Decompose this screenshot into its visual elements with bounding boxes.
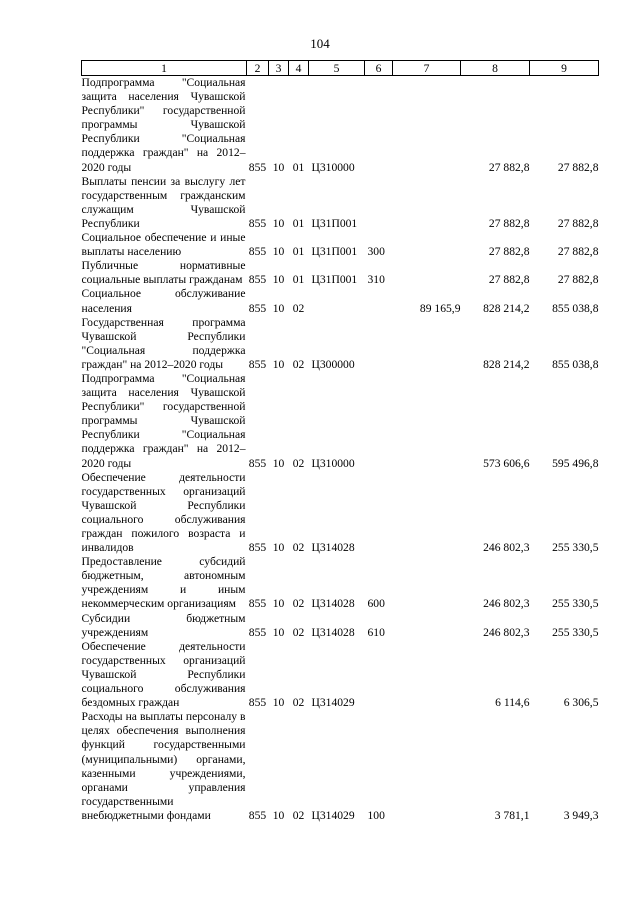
section-code: 10 bbox=[272, 456, 285, 470]
item-name: Государственная программа Чувашской Республики "Социальная поддержка граждан" на 2012–2020 годы bbox=[81, 315, 246, 371]
ministry-code: 855 bbox=[248, 808, 267, 822]
subsection-code: 02 bbox=[292, 696, 305, 710]
table-row bbox=[82, 471, 599, 556]
amount-change bbox=[393, 555, 461, 611]
amount-change bbox=[393, 612, 461, 640]
target-article-code: Ц310000 bbox=[311, 160, 355, 174]
table-row bbox=[82, 316, 599, 372]
expense-type-code bbox=[365, 471, 393, 556]
subsection-code: 02 bbox=[292, 456, 305, 470]
target-article-code: Ц31П001 bbox=[311, 216, 358, 230]
section-code: 10 bbox=[272, 301, 285, 315]
column-header: 6 bbox=[365, 61, 393, 76]
amount-year-1: 828 214,2 bbox=[483, 357, 530, 371]
subsection-code: 02 bbox=[292, 625, 305, 639]
table-row bbox=[82, 231, 599, 259]
amount-change bbox=[393, 76, 461, 175]
target-article-code: Ц314028 bbox=[311, 541, 355, 555]
column-header: 5 bbox=[309, 61, 365, 76]
amount-change bbox=[393, 231, 461, 259]
section-code: 10 bbox=[272, 245, 285, 259]
amount-year-2: 27 882,8 bbox=[557, 245, 599, 259]
table-row bbox=[82, 287, 599, 315]
amount-change bbox=[393, 372, 461, 471]
amount-year-1: 27 882,8 bbox=[488, 160, 530, 174]
amount-year-1: 27 882,8 bbox=[488, 273, 530, 287]
ministry-code: 855 bbox=[248, 357, 267, 371]
section-code: 10 bbox=[272, 541, 285, 555]
ministry-code: 855 bbox=[248, 625, 267, 639]
amount-year-1: 6 114,6 bbox=[495, 696, 530, 710]
item-name: Обеспечение деятельности государственных организаций Чувашской Республики социального обслуживания бездомных граждан bbox=[81, 639, 246, 710]
table-row bbox=[82, 175, 599, 231]
table-header bbox=[82, 61, 599, 76]
expense-type-code: 600 bbox=[367, 597, 385, 611]
subsection-code: 01 bbox=[292, 273, 305, 287]
ministry-code: 855 bbox=[248, 216, 267, 230]
item-name: Выплаты пенсии за выслугу лет государственным гражданским служащим Чувашской Республики bbox=[81, 174, 246, 230]
section-code: 10 bbox=[272, 357, 285, 371]
column-header: 8 bbox=[461, 61, 530, 76]
amount-year-2: 255 330,5 bbox=[552, 597, 599, 611]
item-name: Субсидии бюджетным учреждениям bbox=[81, 611, 246, 639]
item-name: Обеспечение деятельности государственных организаций Чувашской Республики социального обслуживания граждан пожилого возраста и инвалидов bbox=[81, 470, 246, 555]
table-row bbox=[82, 372, 599, 471]
expense-type-code bbox=[365, 175, 393, 231]
target-article-code: Ц314029 bbox=[311, 808, 355, 822]
expense-type-code: 300 bbox=[367, 245, 385, 259]
amount-year-1: 27 882,8 bbox=[488, 216, 530, 230]
amount-year-1: 27 882,8 bbox=[488, 245, 530, 259]
amount-year-2: 27 882,8 bbox=[557, 216, 599, 230]
amount-year-2: 855 038,8 bbox=[552, 301, 599, 315]
amount-year-2: 595 496,8 bbox=[552, 456, 599, 470]
item-name: Расходы на выплаты персоналу в целях обеспечения выполнения функций государственными (муниципальными) органами, казенными учреждениями, органами управления государственными внебюджетными фондами bbox=[81, 710, 246, 822]
page-number: 104 bbox=[310, 36, 330, 51]
expense-type-code bbox=[365, 316, 393, 372]
expense-type-code bbox=[365, 287, 393, 315]
section-code: 10 bbox=[272, 216, 285, 230]
amount-change bbox=[393, 175, 461, 231]
expense-type-code bbox=[365, 640, 393, 710]
section-code: 10 bbox=[272, 160, 285, 174]
column-header: 7 bbox=[393, 61, 461, 76]
column-header: 9 bbox=[530, 61, 599, 76]
amount-change: 89 165,9 bbox=[419, 301, 461, 315]
target-article-code: Ц314028 bbox=[311, 597, 355, 611]
subsection-code: 02 bbox=[292, 541, 305, 555]
column-header: 3 bbox=[269, 61, 289, 76]
target-article-code: Ц314029 bbox=[311, 696, 355, 710]
amount-change bbox=[393, 471, 461, 556]
target-article-code: Ц314028 bbox=[311, 625, 355, 639]
ministry-code: 855 bbox=[248, 273, 267, 287]
ministry-code: 855 bbox=[248, 456, 267, 470]
expense-type-code: 610 bbox=[367, 625, 385, 639]
ministry-code: 855 bbox=[248, 541, 267, 555]
target-article-code: Ц31П001 bbox=[311, 273, 358, 287]
table-body bbox=[82, 76, 599, 823]
target-article-code: Ц310000 bbox=[311, 456, 355, 470]
column-header: 2 bbox=[247, 61, 269, 76]
section-code: 10 bbox=[272, 696, 285, 710]
expense-type-code bbox=[365, 76, 393, 175]
section-code: 10 bbox=[272, 808, 285, 822]
ministry-code: 855 bbox=[248, 696, 267, 710]
amount-change bbox=[393, 316, 461, 372]
section-code: 10 bbox=[272, 273, 285, 287]
amount-year-2: 27 882,8 bbox=[557, 160, 599, 174]
subsection-code: 02 bbox=[292, 597, 305, 611]
target-article-code: Ц300000 bbox=[311, 357, 355, 371]
amount-year-1: 246 802,3 bbox=[483, 541, 530, 555]
column-header: 1 bbox=[82, 61, 247, 76]
amount-year-2: 3 949,3 bbox=[563, 808, 599, 822]
table-row bbox=[82, 710, 599, 823]
ministry-code: 855 bbox=[248, 245, 267, 259]
table-row bbox=[82, 555, 599, 611]
item-name: Подпрограмма "Социальная защита населения Чувашской Республики" государственной программы Чувашской Республики "Социальная поддержка граждан" на 2012–2020 годы bbox=[81, 76, 246, 174]
ministry-code: 855 bbox=[248, 597, 267, 611]
item-name: Социальное обеспечение и иные выплаты населению bbox=[81, 231, 246, 259]
amount-change bbox=[393, 710, 461, 823]
subsection-code: 01 bbox=[292, 160, 305, 174]
amount-year-1: 246 802,3 bbox=[483, 597, 530, 611]
target-article-code: Ц31П001 bbox=[311, 245, 358, 259]
amount-change bbox=[393, 640, 461, 710]
amount-year-1: 246 802,3 bbox=[483, 625, 530, 639]
ministry-code: 855 bbox=[248, 301, 267, 315]
table-row bbox=[82, 76, 599, 175]
item-name: Подпрограмма "Социальная защита населения Чувашской Республики" государственной программы Чувашской Республики "Социальная поддержка граждан" на 2012–2020 годы bbox=[81, 371, 246, 470]
amount-year-2: 255 330,5 bbox=[552, 625, 599, 639]
subsection-code: 02 bbox=[292, 357, 305, 371]
item-name: Публичные нормативные социальные выплаты гражданам bbox=[81, 259, 246, 287]
amount-year-1: 3 781,1 bbox=[494, 808, 530, 822]
subsection-code: 01 bbox=[292, 216, 305, 230]
section-code: 10 bbox=[272, 625, 285, 639]
expense-type-code bbox=[365, 372, 393, 471]
budget-table bbox=[81, 60, 599, 823]
subsection-code: 01 bbox=[292, 245, 305, 259]
target-article-code bbox=[309, 287, 365, 315]
amount-year-1: 573 606,6 bbox=[483, 456, 530, 470]
table-row bbox=[82, 640, 599, 710]
table-row bbox=[82, 259, 599, 287]
amount-year-1: 828 214,2 bbox=[483, 301, 530, 315]
amount-year-2: 27 882,8 bbox=[557, 273, 599, 287]
table-row bbox=[82, 612, 599, 640]
item-name: Социальное обслуживание населения bbox=[81, 287, 246, 315]
expense-type-code: 310 bbox=[367, 273, 385, 287]
amount-year-2: 855 038,8 bbox=[552, 357, 599, 371]
item-name: Предоставление субсидий бюджетным, автономным учреждениям и иным некоммерческим организациям bbox=[81, 555, 246, 611]
amount-year-2: 255 330,5 bbox=[552, 541, 599, 555]
subsection-code: 02 bbox=[292, 808, 305, 822]
amount-year-2: 6 306,5 bbox=[563, 696, 599, 710]
subsection-code: 02 bbox=[292, 301, 305, 315]
ministry-code: 855 bbox=[248, 160, 267, 174]
expense-type-code: 100 bbox=[367, 808, 385, 822]
amount-change bbox=[393, 259, 461, 287]
section-code: 10 bbox=[272, 597, 285, 611]
column-header: 4 bbox=[289, 61, 309, 76]
